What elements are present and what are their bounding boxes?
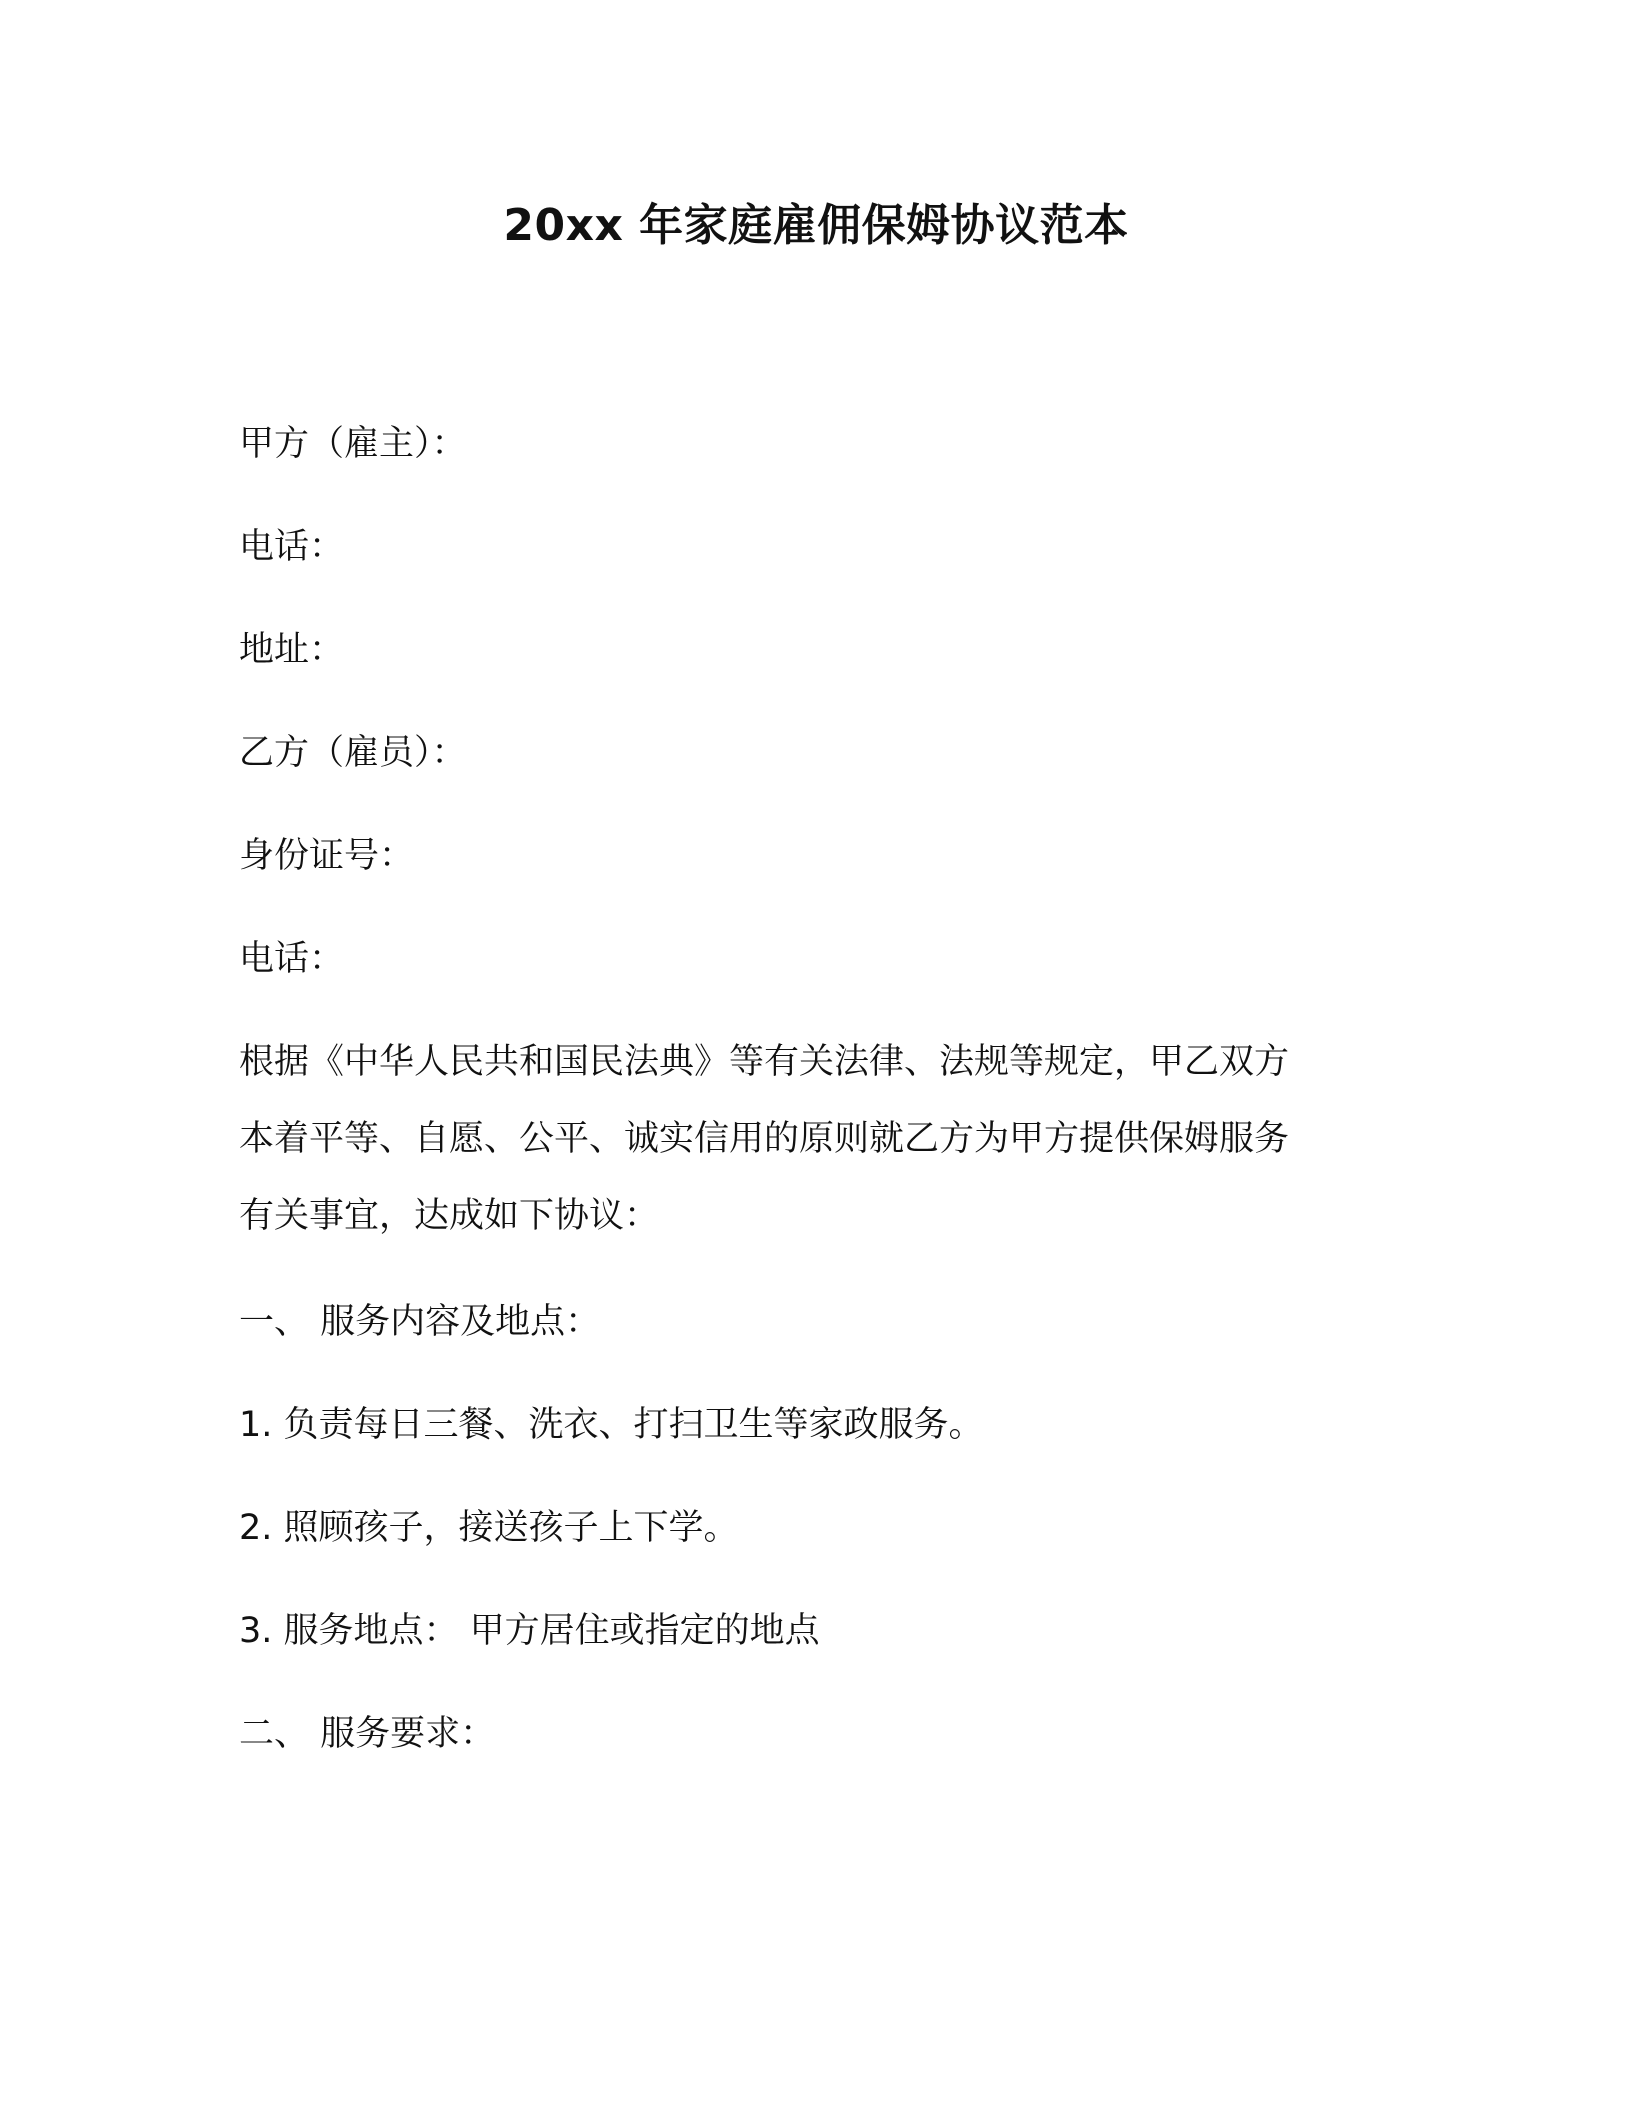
- preamble-line: 有关事宜，达成如下协议：: [239, 1196, 660, 1236]
- section-2-heading: 二、 服务要求：: [239, 1714, 496, 1754]
- preamble-paragraph: [239, 1024, 1359, 1255]
- section-1-item: 3. 服务地点： 甲方居住或指定的地点: [239, 1611, 820, 1651]
- party-a-label: 甲方（雇主）：: [239, 424, 467, 464]
- party-a-phone-label: 电话：: [239, 527, 345, 567]
- document-title: 20xx 年家庭雇佣保姆协议范本: [503, 200, 1129, 251]
- preamble-line: 本着平等、自愿、公平、诚实信用的原则就乙方为甲方提供保姆服务: [239, 1119, 1290, 1159]
- section-1-item: 2. 照顾孩子，接送孩子上下学。: [239, 1508, 739, 1548]
- party-a-address-label: 地址：: [239, 630, 345, 670]
- section-1-item: 1. 负责每日三餐、洗衣、打扫卫生等家政服务。: [239, 1405, 984, 1445]
- party-b-id-label: 身份证号：: [239, 836, 415, 876]
- party-b-label: 乙方（雇员）：: [239, 733, 467, 773]
- preamble-line: 根据《中华人民共和国民法典》等有关法律、法规等规定，甲乙双方: [239, 1042, 1290, 1082]
- section-1-heading: 一、 服务内容及地点：: [239, 1302, 601, 1342]
- party-b-phone-label: 电话：: [239, 939, 345, 979]
